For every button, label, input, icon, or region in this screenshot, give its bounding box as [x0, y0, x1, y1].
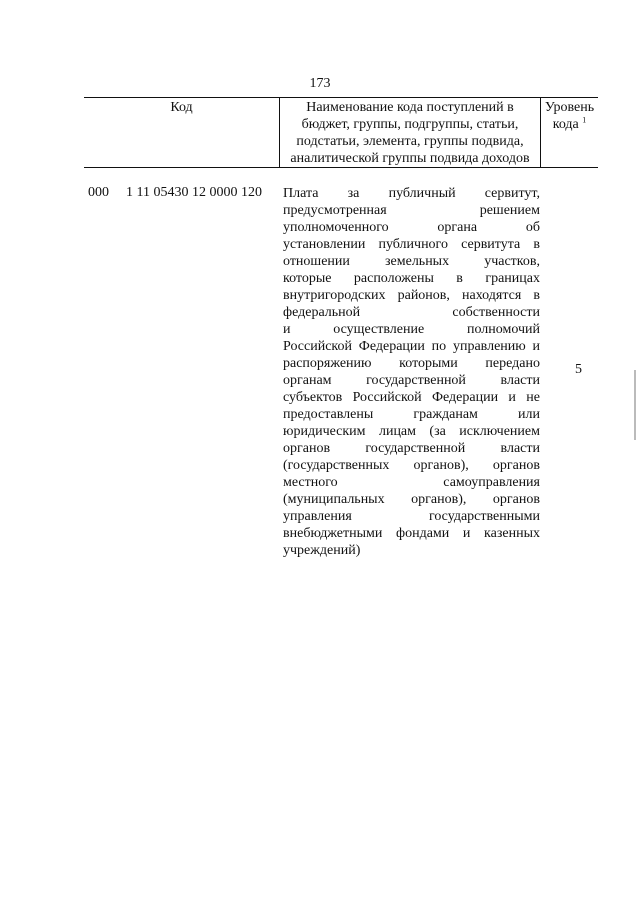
- description-line: и осуществление полномочий: [283, 322, 540, 337]
- row-group-code: 000: [88, 185, 109, 200]
- row-level: 5: [575, 362, 582, 377]
- row-income-code: 1 11 05430 12 0000 120: [126, 185, 262, 200]
- description-line: Российской Федерации по управлению и: [283, 339, 540, 354]
- scan-edge-mark: [634, 370, 636, 440]
- header-name: [279, 98, 541, 167]
- row-description: [283, 185, 540, 559]
- description-line: (муниципальных органов), органов: [283, 492, 540, 507]
- description-line: которые расположены в границах: [283, 271, 540, 286]
- description-line: установлении публичного сервитута в: [283, 237, 540, 252]
- header-name-line: подстатьи, элемента, группы подвида,: [296, 134, 524, 149]
- header-code: Код: [170, 100, 193, 115]
- header-level-word: кода: [552, 117, 579, 132]
- description-line: Плата за публичный сервитут,: [283, 186, 540, 201]
- description-line: внебюджетными фондами и казенных: [283, 526, 540, 541]
- description-line: местного самоуправления: [283, 475, 540, 490]
- header-name-line: бюджет, группы, подгруппы, статьи,: [301, 117, 519, 132]
- description-line: юридическим лицам (за исключением: [283, 424, 540, 439]
- description-line: управления государственными: [283, 509, 540, 524]
- description-line: предусмотренная решением: [283, 203, 540, 218]
- description-line: учреждений): [283, 543, 361, 558]
- header-name-line: Наименование кода поступлений в: [306, 100, 514, 115]
- header-name-line: аналитической группы подвида доходов: [290, 151, 530, 166]
- description-line: субъектов Российской Федерации и не: [283, 390, 540, 405]
- description-line: органам государственной власти: [283, 373, 540, 388]
- description-line: распоряжению которыми передано: [283, 356, 540, 371]
- description-line: (государственных органов), органов: [283, 458, 540, 473]
- description-line: уполномоченного органа об: [283, 220, 540, 235]
- description-line: федеральной собственности: [283, 305, 540, 320]
- header-level-line: [541, 116, 598, 133]
- page-number: 173: [309, 76, 331, 91]
- description-line: отношении земельных участков,: [283, 254, 540, 269]
- description-line: предоставлены гражданам или: [283, 407, 540, 422]
- header-level: [541, 98, 598, 168]
- table-header: [84, 97, 598, 168]
- description-line: органов государственной власти: [283, 441, 540, 456]
- description-line: внутригородских районов, находятся в: [283, 288, 540, 303]
- footnote-marker: 1: [582, 115, 587, 125]
- header-level-line: Уровень: [544, 100, 595, 115]
